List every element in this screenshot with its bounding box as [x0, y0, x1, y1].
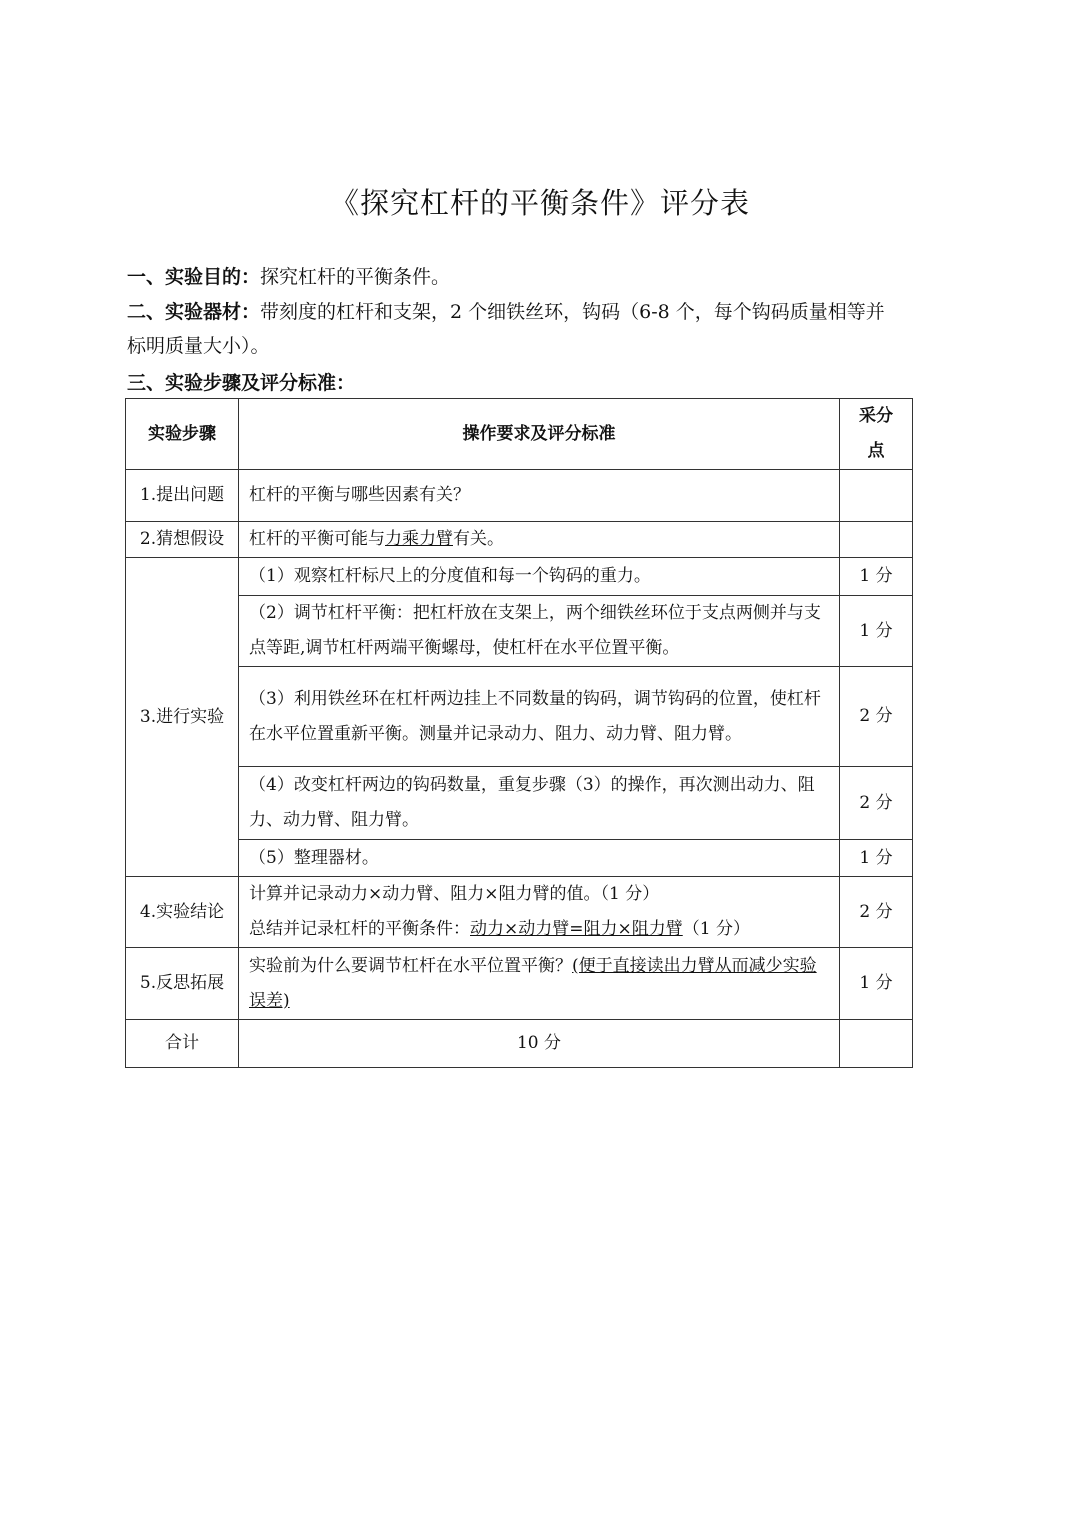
scoring-table: [125, 398, 913, 1068]
row-criteria: （2）调节杠杆平衡：把杠杆放在支架上，两个细铁丝环位于支点两侧并与支点等距,调节杠杆两端平衡螺母，使杠杆在水平位置平衡。: [239, 596, 840, 667]
row-points: 1 分: [840, 840, 913, 877]
row-criteria: [239, 877, 840, 948]
table-row: [126, 596, 913, 667]
row-step: 3.进行实验: [126, 558, 239, 877]
page-title: 《探究杠杆的平衡条件》评分表: [329, 186, 750, 220]
row-criteria: （1）观察杠杆标尺上的分度值和每一个钩码的重力。: [239, 558, 840, 596]
table-row: [126, 667, 913, 767]
criteria-underlined: 力乘力臂: [385, 529, 453, 549]
table-header-row: [126, 399, 913, 470]
table-row: [126, 470, 913, 522]
criteria-text: 有关。: [453, 529, 504, 549]
row-step: 2.猜想假设: [126, 522, 239, 558]
table-row: [126, 558, 913, 596]
section-equipment-text-cont: 标明质量大小）。: [127, 335, 270, 357]
section-purpose-text: 探究杠杆的平衡条件。: [260, 266, 451, 288]
header-criteria: 操作要求及评分标准: [239, 399, 840, 470]
section-equipment: [127, 295, 957, 363]
section-steps-label: 三、实验步骤及评分标准：: [127, 372, 356, 394]
row-points: 2 分: [840, 877, 913, 948]
table-row: [126, 767, 913, 840]
row-points: 2 分: [840, 767, 913, 840]
section-steps: [127, 366, 957, 400]
header-points: [840, 399, 913, 470]
section-equipment-label: 二、实验器材：: [127, 301, 261, 323]
header-points-line1: 采分: [859, 406, 893, 426]
row-points: [840, 522, 913, 558]
row-step: 合计: [126, 1020, 239, 1068]
row-criteria: 杠杆的平衡与哪些因素有关？: [239, 470, 840, 522]
header-step: 实验步骤: [126, 399, 239, 470]
criteria-underlined: 动力×动力臂=阻力×阻力臂: [470, 919, 683, 939]
criteria-text: （1 分）: [682, 919, 750, 939]
row-points: 2 分: [840, 667, 913, 767]
section-purpose: [127, 260, 957, 294]
table-row: [126, 522, 913, 558]
row-criteria: （4）改变杠杆两边的钩码数量，重复步骤（3）的操作，再次测出动力、阻力、动力臂、阻力臂。: [239, 767, 840, 840]
section-equipment-text: 带刻度的杠杆和支架，2 个细铁丝环，钩码（6-8 个，每个钩码质量相等并: [260, 301, 885, 323]
row-points: 1 分: [840, 558, 913, 596]
table-row: [126, 948, 913, 1020]
criteria-text: 总结并记录杠杆的平衡条件：: [249, 919, 470, 939]
section-purpose-label: 一、实验目的：: [127, 266, 261, 288]
criteria-underlined: (便于直接读出力臂从而减少实验误差): [249, 955, 817, 1011]
criteria-text: 实验前为什么要调节杠杆在水平位置平衡？: [249, 955, 572, 976]
row-criteria: （5）整理器材。: [239, 840, 840, 877]
row-points: 1 分: [840, 948, 913, 1020]
criteria-text: 计算并记录动力×动力臂、阻力×阻力臂的值。（1 分）: [249, 884, 660, 904]
table-row-total: [126, 1020, 913, 1068]
table-row: [126, 840, 913, 877]
row-criteria: （3）利用铁丝环在杠杆两边挂上不同数量的钩码，调节钩码的位置，使杠杆在水平位置重新平衡。测量并记录动力、阻力、动力臂、阻力臂。: [239, 667, 840, 767]
row-step: 5.反思拓展: [126, 948, 239, 1020]
row-criteria: [239, 522, 840, 558]
row-points: [840, 470, 913, 522]
row-criteria: [239, 948, 840, 1020]
table-row: [126, 877, 913, 948]
header-points-line2: 点: [867, 441, 885, 461]
row-points: [840, 1020, 913, 1068]
row-criteria: 10 分: [239, 1020, 840, 1068]
criteria-text: 杠杆的平衡可能与: [249, 529, 385, 549]
row-step: 4.实验结论: [126, 877, 239, 948]
row-step: 1.提出问题: [126, 470, 239, 522]
row-points: 1 分: [840, 596, 913, 667]
